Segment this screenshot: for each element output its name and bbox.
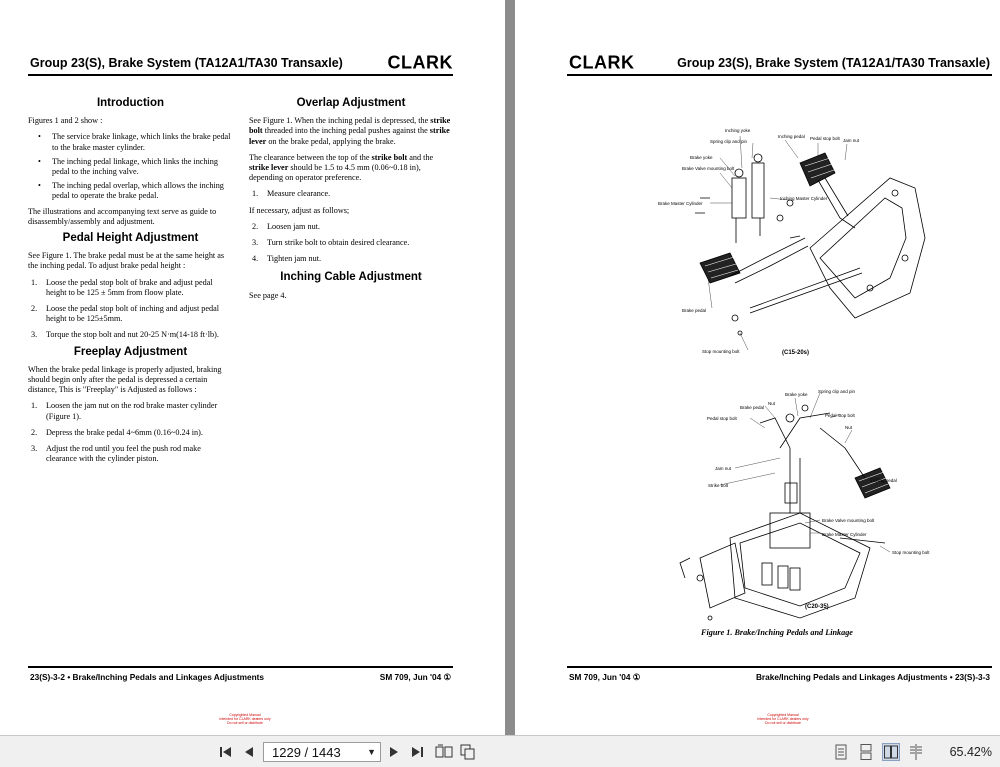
single-page-view-icon[interactable] — [832, 743, 850, 761]
right-page: CLARK Group 23(S), Brake System (TA12A1/TA30 Transaxle) Inching yoke Spring clip and pin Inching pedal Pedal stop bolt Jam nut Brake yoke Brake Valve mounting bolt Brake Master Cylinder Inching Master Cylinder Brake pedal Stop mounting bolt Spring clip and pin Brake yoke Brake pedal Nut Pedal stop bolt Pedal stop bolt Nut Jam nut Strike bolt Inching pedal Brake Valve mounting bolt Brake Master Cylinder Stop mounting bolt (C15-20s) (C20-35) Figure 1. Brake/Inching Pedals and Linkage SM 709, Jun '04 ① Brake/Inching Pedals and Linkages Adjustments • 23(S)-3-3 Copyrighted Manual Intended for CLARK dealers only Do not sell or distribute — [515, 0, 1000, 735]
right-page-footer — [567, 666, 992, 680]
previous-page-icon[interactable] — [240, 743, 258, 761]
copy-icon[interactable] — [459, 743, 477, 761]
overlap-paragraph-2: The clearance between the top of the strike bolt and the strike lever should be 1.5 to 4.5 mm (0.06~0.18 in), depending on operator preference. — [249, 152, 434, 183]
freeplay-steps — [28, 401, 233, 464]
left-column — [28, 94, 233, 470]
figure-code-top: (C15-20s) — [782, 350, 810, 356]
continuous-view-icon[interactable] — [857, 743, 875, 761]
pedal-height-step: 3. Torque the stop bolt and nut 20-25 N·m(14-18 ft·lb). — [31, 330, 219, 340]
intro-bullet: • The inching pedal linkage, which links the inching pedal to the inching valve. — [28, 157, 233, 177]
intro-closing: The illustrations and accompanying text serve as guide to disassembly/assembly and adjustment. — [28, 206, 217, 226]
two-page-compare-icon[interactable] — [435, 743, 453, 761]
pedal-height-step: 2. Loose the pedal stop bolt of inching and adjust pedal height to be 125±5mm. — [31, 304, 220, 324]
pedal-height-heading: Pedal Height Adjustment — [62, 232, 199, 245]
fig-label-inching-pedal: Inching pedal — [778, 134, 805, 139]
left-footer-right: SM 709, Jun '04 ① — [379, 672, 451, 682]
overlap-step: 1. Measure clearance. — [252, 189, 331, 199]
zoom-level[interactable]: 65.42% — [949, 745, 992, 759]
freeplay-step: 1. Loosen the jam nut on the rod brake master cylinder (Figure 1). — [31, 401, 218, 421]
right-copyright-notice: Copyrighted Manual Intended for CLARK dealers only Do not sell or distribute — [757, 713, 809, 725]
overlap-paragraph-1: See Figure 1. When the inching pedal is depressed, the strike bolt threaded into the inching pedal pushes against the strike lever on the brake pedal, applying the brake. — [249, 116, 451, 146]
pedal-height-steps — [28, 278, 233, 341]
fig-label-stop-mounting-bolt: Stop mounting bolt — [702, 349, 740, 354]
fig-label-brake-pedal-lower: Brake pedal — [740, 405, 765, 410]
left-footer-left: 23(S)-3-2 • Brake/Inching Pedals and Linkages Adjustments — [30, 672, 265, 682]
intro-bullet-list — [28, 132, 233, 201]
fig-label-stop-mounting-bolt-lower: Stop mounting bolt — [892, 550, 930, 555]
last-page-icon[interactable] — [408, 743, 426, 761]
overlap-measure-step — [249, 189, 453, 199]
fig-label-inching-yoke: Inching yoke — [725, 128, 751, 133]
freeplay-lead: When the brake pedal linkage is properly adjusted, braking should begin only after the pedal is depressed a certain distance, This is "Freeplay" is Adjusted as follows : — [28, 364, 222, 395]
left-clark-logo: CLARK — [387, 51, 453, 73]
right-page-header — [567, 52, 992, 76]
inching-cable-text: See page 4. — [249, 290, 287, 300]
fig-label-brake-master-cylinder: Brake Master Cylinder — [658, 201, 703, 206]
page-gap — [505, 0, 515, 735]
fig-label-brake-yoke-lower: Brake yoke — [785, 392, 808, 397]
fig-label-pedal-stop-bolt-lower: Pedal stop bolt — [707, 416, 737, 421]
right-column — [249, 94, 453, 307]
overlap-heading: Overlap Adjustment — [296, 97, 406, 109]
exploded-view-illustration — [640, 118, 940, 638]
fig-label-brake-master-cylinder-lower: Brake Master Cylinder — [822, 532, 867, 537]
right-footer-left: SM 709, Jun '04 ① — [569, 672, 641, 682]
viewer-toolbar — [0, 735, 1000, 767]
fig-label-brake-pedal: Brake pedal — [682, 308, 707, 313]
fig-label-nut-right: Nut — [845, 425, 853, 430]
freeplay-step: 3. Adjust the rod until you feel the push rod make clearance with the cylinder piston. — [31, 444, 201, 464]
freeplay-step: 2. Depress the brake pedal 4~6mm (0.16~0.24 in). — [31, 427, 203, 437]
overlap-if-needed: If necessary, adjust as follows; — [249, 205, 350, 215]
inching-cable-heading: Inching Cable Adjustment — [280, 271, 422, 284]
overlap-step: 4. Tighten jam nut. — [252, 254, 322, 264]
fig-label-strike-bolt: Strike bolt — [708, 483, 729, 488]
two-page-view-icon[interactable] — [882, 743, 900, 761]
overlap-step: 3. Turn strike bolt to obtain desired clearance. — [252, 238, 410, 248]
intro-lead: Figures 1 and 2 show : — [28, 116, 103, 126]
pedal-linkage-figure — [640, 118, 940, 638]
left-copyright-notice: Copyrighted Manual Intended for CLARK dealers only Do not sell or distribute — [219, 713, 271, 725]
fig-label-inching-pedal-lower: Inching pedal — [870, 478, 897, 483]
figure-code-bottom: (C20-35) — [805, 604, 829, 610]
fig-label-nut-lower: Nut — [768, 401, 776, 406]
right-header-title: Group 23(S), Brake System (TA12A1/TA30 Transaxle) — [677, 56, 990, 70]
left-header-title: Group 23(S), Brake System (TA12A1/TA30 Transaxle) — [30, 56, 343, 70]
left-page — [0, 0, 505, 735]
pedal-height-step: 1. Loose the pedal stop bolt of brake and adjust pedal height to be 125 ± 5mm from floow plate. — [31, 277, 213, 297]
overlap-adjust-steps — [249, 222, 453, 265]
fig-label-pedal-stop-bolt-right: Pedal stop bolt — [825, 413, 855, 418]
fig-label-spring-clip-lower: Spring clip and pin — [818, 389, 856, 394]
first-page-icon[interactable] — [217, 743, 235, 761]
fig-label-brake-valve-bolt: Brake Valve mounting bolt — [682, 166, 735, 171]
split-view-icon[interactable] — [907, 743, 925, 761]
right-footer-right: Brake/Inching Pedals and Linkages Adjustments • 23(S)-3-3 — [755, 672, 990, 682]
right-clark-logo: CLARK — [569, 51, 635, 73]
overlap-step: 2. Loosen jam nut. — [252, 221, 320, 231]
intro-bullet: • The inching pedal overlap, which allows the inching pedal to operate the brake pedal. — [28, 181, 233, 201]
next-page-icon[interactable] — [385, 743, 403, 761]
fig-label-brake-valve-bolt-lower: Brake Valve mounting bolt — [822, 518, 875, 523]
fig-label-jam-nut-lower: Jam nut — [715, 466, 732, 471]
page-dropdown-caret-icon[interactable]: ▼ — [367, 747, 376, 757]
pedal-height-lead: See Figure 1. The brake pedal must be at the same height as the inching pedal. To adjust brake pedal height : — [28, 251, 225, 271]
fig-label-jam-nut: Jam nut — [843, 138, 860, 143]
page-number-input[interactable] — [263, 742, 381, 762]
intro-bullet: • The service brake linkage, which links the brake pedal to the brake master cylinder. — [28, 132, 233, 152]
fig-label-inching-master-cylinder: Inching Master Cylinder — [780, 196, 828, 201]
fig-label-pedal-stop-bolt: Pedal stop bolt — [810, 136, 840, 141]
intro-heading: Introduction — [96, 97, 165, 109]
freeplay-heading: Freeplay Adjustment — [73, 345, 188, 358]
fig-label-spring-clip: Spring clip and pin — [710, 139, 748, 144]
fig-label-brake-yoke: Brake yoke — [690, 155, 713, 160]
page-number-value: 1229 / 1443 — [272, 744, 341, 760]
left-page-footer — [28, 666, 453, 680]
left-page-header — [28, 52, 453, 76]
